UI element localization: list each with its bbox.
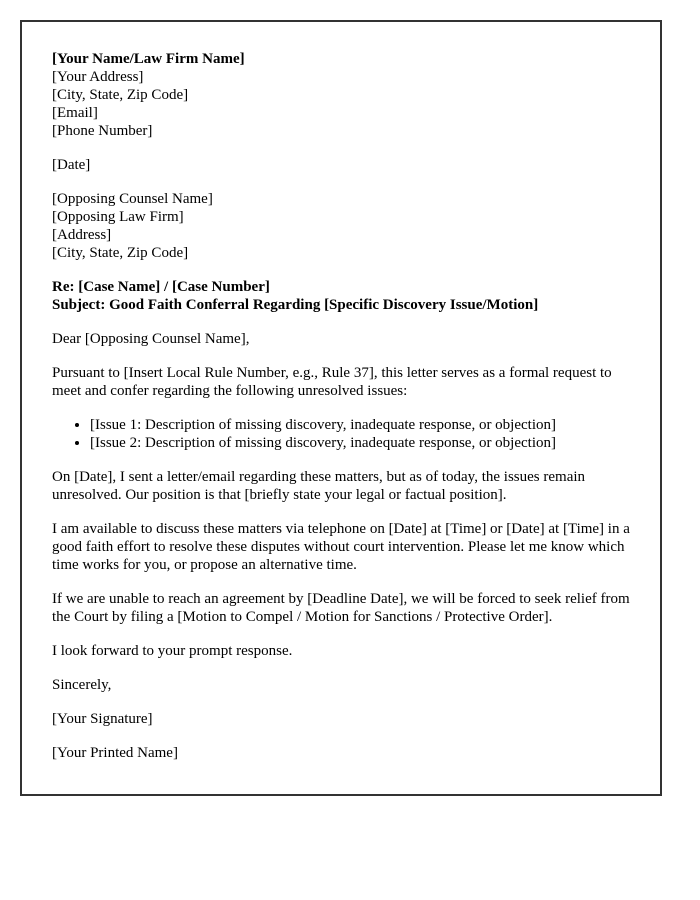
signature-placeholder: [Your Signature] xyxy=(52,711,153,727)
issues-list xyxy=(52,416,630,452)
letter-container xyxy=(20,20,662,796)
paragraph-intro: Pursuant to [Insert Local Rule Number, e.g., Rule 37], this letter serves as a formal request to meet and confer regarding the following unresolved issues: xyxy=(52,365,612,399)
sender-address: [Your Address] xyxy=(52,69,144,85)
recipient-counsel-name: [Opposing Counsel Name] xyxy=(52,191,213,207)
closing: Sincerely, xyxy=(52,677,112,693)
recipient-city-state-zip: [City, State, Zip Code] xyxy=(52,245,189,261)
sender-block xyxy=(52,50,630,140)
recipient-law-firm: [Opposing Law Firm] xyxy=(52,209,184,225)
date-line: [Date] xyxy=(52,157,91,173)
printed-name-placeholder: [Your Printed Name] xyxy=(52,745,178,761)
recipient-block xyxy=(52,190,630,262)
re-line: Re: [Case Name] / [Case Number] xyxy=(52,279,270,295)
recipient-address: [Address] xyxy=(52,227,112,243)
subject-line: Subject: Good Faith Conferral Regarding [Specific Discovery Issue/Motion] xyxy=(52,297,539,313)
salutation: Dear [Opposing Counsel Name], xyxy=(52,331,250,347)
paragraph-prompt-response: I look forward to your prompt response. xyxy=(52,643,293,659)
issue-item-2: • [Issue 2: Description of missing discovery, inadequate response, or objection] xyxy=(90,434,630,452)
reference-block xyxy=(52,278,630,314)
paragraph-availability: I am available to discuss these matters via telephone on [Date] at [Time] or [Date] at [Time] in a good faith effort to resolve these disputes without court intervention. Please let me know which time works for you, or propose an alternative time. xyxy=(52,521,630,573)
sender-email: [Email] xyxy=(52,105,98,121)
paragraph-prior-contact: On [Date], I sent a letter/email regarding these matters, but as of today, the issues remain unresolved. Our position is that [briefly state your legal or factual position]. xyxy=(52,469,586,503)
paragraph-deadline-warning: If we are unable to reach an agreement by [Deadline Date], we will be forced to seek relief from the Court by filing a [Motion to Compel / Motion for Sanctions / Protective Order]. xyxy=(52,591,630,625)
sender-phone: [Phone Number] xyxy=(52,123,153,139)
issue-item-1: • [Issue 1: Description of missing discovery, inadequate response, or objection] xyxy=(90,416,630,434)
sender-name: [Your Name/Law Firm Name] xyxy=(52,51,245,67)
sender-city-state-zip: [City, State, Zip Code] xyxy=(52,87,189,103)
